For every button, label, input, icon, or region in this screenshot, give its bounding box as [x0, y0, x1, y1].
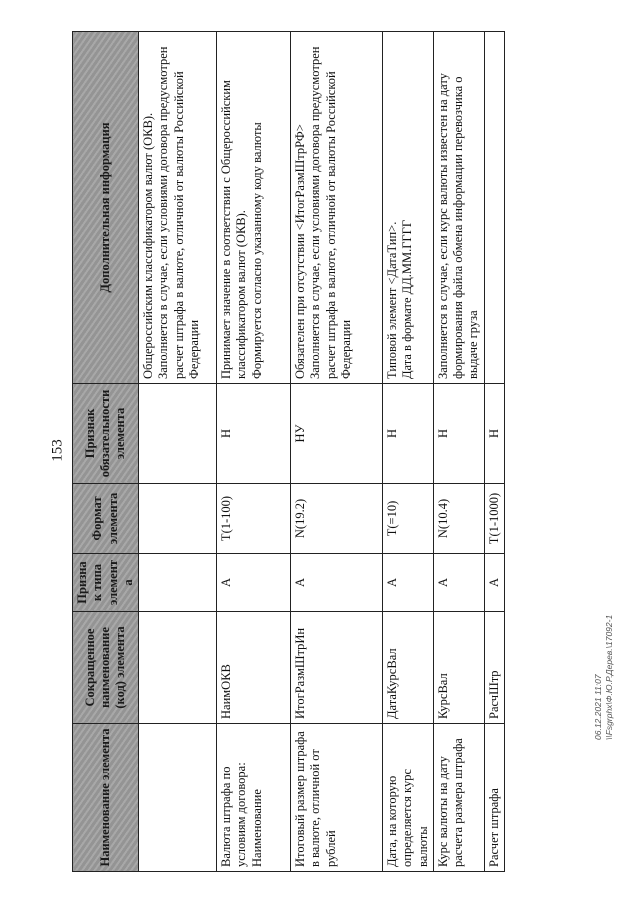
table-row	[383, 32, 434, 872]
cell-format	[139, 484, 217, 554]
cell-info	[484, 32, 504, 384]
cell-type: А	[433, 554, 484, 612]
header-element-required: Признак обязательности элемента	[73, 384, 139, 484]
info-line: Дата в формате ДД.ММ.ГГГГ	[400, 219, 415, 379]
info-line: Заполняется в случае, если условиями договора предусмотрен расчет штрафа в валюте, отличной от валюты Российской Федерации	[156, 46, 201, 379]
cell-type	[139, 554, 217, 612]
cell-name: Дата, на которую определяется курс валюты	[383, 724, 434, 872]
cell-required: Н	[433, 384, 484, 484]
cell-required: Н	[484, 384, 504, 484]
header-element-code: Сокращенное наименование (код) элемента	[73, 612, 139, 724]
print-footer	[593, 610, 614, 740]
cell-info	[291, 32, 383, 384]
cell-name: Валюта штрафа по условиям договора: Наименование	[217, 724, 291, 872]
header-element-type: Признак типа элемента	[73, 554, 139, 612]
cell-format: T(=10)	[383, 484, 434, 554]
header-additional-info: Дополнительная информация	[73, 32, 139, 384]
table-row	[139, 32, 217, 872]
cell-required: Н	[217, 384, 291, 484]
cell-code: НаимОКВ	[217, 612, 291, 724]
cell-format: N(19.2)	[291, 484, 383, 554]
cell-format: N(10.4)	[433, 484, 484, 554]
cell-type: А	[217, 554, 291, 612]
cell-name: Курс валюты на дату расчета размера штрафа	[433, 724, 484, 872]
cell-required	[139, 384, 217, 484]
page-number: 153	[49, 439, 66, 462]
cell-required: Н	[383, 384, 434, 484]
table-header-row	[73, 32, 139, 872]
cell-required: НУ	[291, 384, 383, 484]
cell-code: РасчШтр	[484, 612, 504, 724]
table-row	[484, 32, 504, 872]
header-element-name: Наименование элемента	[73, 724, 139, 872]
cell-format: T(1-100)	[217, 484, 291, 554]
info-line: Общероссийским классификатором валют (ОКВ).	[141, 112, 155, 379]
cell-name	[139, 724, 217, 872]
footer-path: \\Fsgrphx\Ф.Ю.Р.Дерев.\17092-1	[603, 614, 614, 740]
cell-code: КурсВал	[433, 612, 484, 724]
cell-code: ДатаКурсВал	[383, 612, 434, 724]
info-line: Заполняется в случае, если курс валюты известен на дату формирования файла обмена информации перевозчика о выдаче груза	[435, 73, 481, 379]
cell-code: ИтогРазмШтрИн	[291, 612, 383, 724]
cell-info	[433, 32, 484, 384]
info-line: Принимает значение в соответствии с Общероссийским классификатором валют (ОКВ).	[219, 80, 249, 379]
info-line: Обязателен при отсутствии <ИтогРазмШтрРФ>	[293, 124, 307, 379]
info-line: Формируется согласно указанному коду валюты	[249, 122, 264, 379]
info-line: Заполняется в случае, если условиями договора предусмотрен расчет штрафа в валюте, отличной от валюты Российской Федерации	[308, 46, 353, 379]
info-line: Типовой элемент <ДатаТип>.	[385, 221, 399, 379]
header-element-format: Формат элемента	[73, 484, 139, 554]
rotated-table-container	[72, 32, 501, 872]
cell-code	[139, 612, 217, 724]
footer-timestamp: 06.12.2021 11:07	[593, 674, 603, 740]
cell-type: А	[484, 554, 504, 612]
cell-info	[139, 32, 217, 384]
cell-info	[217, 32, 291, 384]
cell-name: Расчет штрафа	[484, 724, 504, 872]
cell-format: T(1-1000)	[484, 484, 504, 554]
cell-type: А	[383, 554, 434, 612]
cell-name: Итоговый размер штрафа в валюте, отличной от рублей	[291, 724, 383, 872]
cell-info	[383, 32, 434, 384]
element-spec-table	[72, 31, 505, 872]
cell-type: А	[291, 554, 383, 612]
table-row	[291, 32, 383, 872]
table-row	[217, 32, 291, 872]
table-row	[433, 32, 484, 872]
